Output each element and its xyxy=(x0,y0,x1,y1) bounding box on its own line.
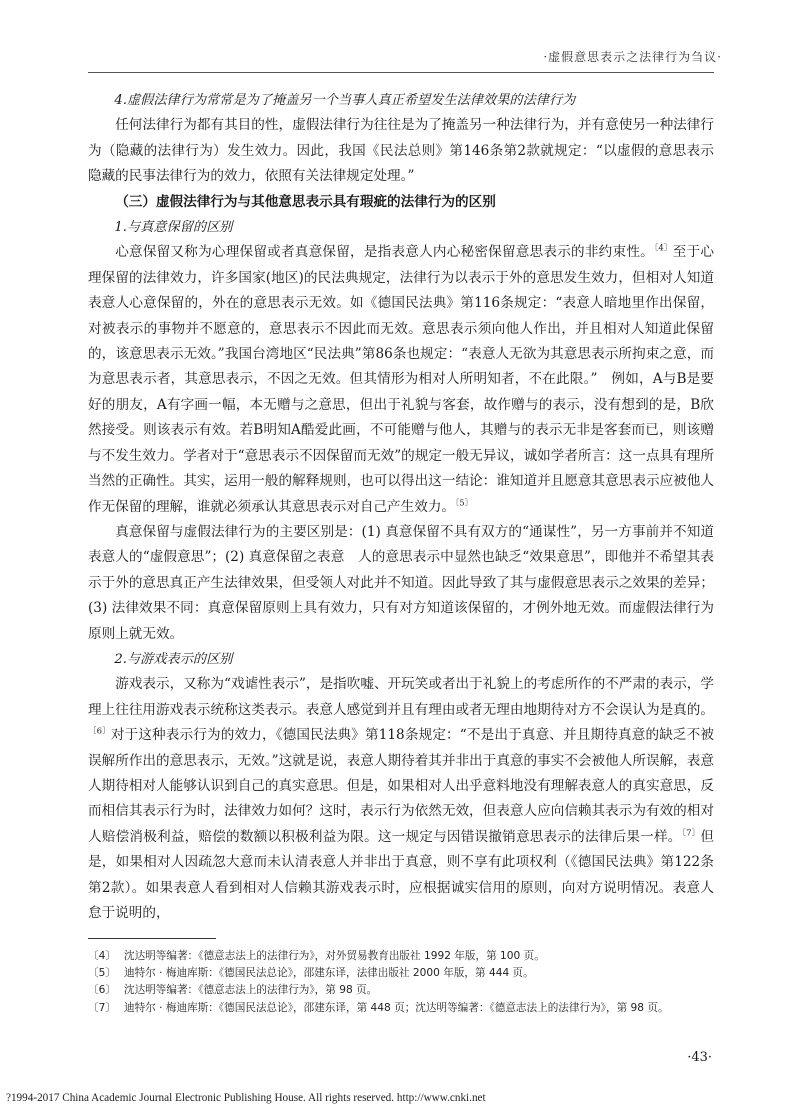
footnote-number: 〔5〕 xyxy=(88,967,116,980)
footnote-rule xyxy=(88,938,216,939)
footnote xyxy=(88,1000,718,1017)
footnote-ref-4[interactable]: 〔4〕 xyxy=(653,243,673,254)
running-header: ·虚假意思表示之法律行为刍议· xyxy=(543,50,722,64)
footnote-ref-6[interactable]: 〔6〕 xyxy=(88,726,111,737)
paragraph xyxy=(88,672,714,926)
footnote xyxy=(88,965,718,982)
page-number: ·43· xyxy=(687,1050,712,1065)
subsection-heading-2: 2.与游戏表示的区别 xyxy=(114,651,233,667)
footnote-number: 〔7〕 xyxy=(88,1001,116,1014)
paragraph-text: 心意保留又称为心理保留或者真意保留，是指表意人内心秘密保留意思表示的非约束性。 xyxy=(115,244,654,261)
section-heading-3: （三）虚假法律行为与其他意思表示具有瑕疵的法律行为的区别 xyxy=(115,193,496,210)
footnote-ref-5[interactable]: 〔5〕 xyxy=(455,497,474,508)
footnote-number: 〔6〕 xyxy=(88,984,116,997)
footnote-text: 迪特尔 · 梅迪库斯：《德国民法总论》，邵建东译，第 448 页；沈达明等编著：《德意志法上的法律行为》，第 98 页。 xyxy=(124,1001,669,1014)
article-body xyxy=(88,88,714,926)
footnote-ref-7[interactable]: 〔7〕 xyxy=(681,828,701,839)
footnote-text: 迪特尔 · 梅迪库斯：《德国民法总论》，邵建东译，法律出版社 2000 年版，第 444 页。 xyxy=(124,967,534,980)
paragraph xyxy=(88,240,714,519)
paragraph-text: 游戏表示，又称为“戏谑性表示”，是指吹嘘、开玩笑或者出于礼貌上的考虑所作的不严肃的表示，学理上往往用游戏表示统称这类表示。表意人感觉到并且有理由或者无理由地期待对方不会误认为是真的。 xyxy=(88,676,714,718)
footnotes xyxy=(88,948,718,1017)
footnote-text: 沈达明等编著：《德意志法上的法律行为》，第 98 页。 xyxy=(124,984,378,997)
subsection-heading-4: 4.虚假法律行为常常是为了掩盖另一个当事人真正希望发生法律效果的法律行为 xyxy=(114,93,576,108)
paragraph: 真意保留与虚假法律行为的主要区别是：(1) 真意保留不具有双方的“通谋性”，另一方事前并不知道表意人的“虚假意思”；(2) 真意保留之表意 人的意思表示中显然也缺乏“效果意思”，即他并不希望其表示于外的意思真正产生法律效果，但受领人对此并不知道。因此导致了其与虚假意思表示之效果的差异；(3) 法律效果不同：真意保留原则上具有效力，只有对方知道该保留的，才例外地无效。而虚假法律行为原则上就无效。 xyxy=(88,523,714,642)
footnote xyxy=(88,948,718,965)
header-rule xyxy=(88,72,714,73)
footnote-text: 沈达明等编著：《德意志法上的法律行为》，对外贸易教育出版社 1992 年版，第 100 页。 xyxy=(124,950,545,962)
publisher-watermark: ?1994-2017 China Academic Journal Electronic Publishing House. All rights reserved. http://www.cnki.net xyxy=(6,1092,486,1104)
paragraph-text: 至于心理保留的法律效力，许多国家(地区)的民法典规定，法律行为以表示于外的意思发生效力，但相对人知道表意人心意保留的，外在的意思表示无效。如《德国民法典》第116条规定：“表意人暗地里作出保留，对被表示的事物并不愿意的，意思表示不因此而无效。意思表示须向他人作出，并且相对人知道此保留的，该意思表示无效。”我国台湾地区“民法典”第86条也规定：“表意人无欲为其意思表示所拘束之意，而为意思表示者，其意思表示，不因之无效。但其情形为相对人所明知者，不在此限。” 例如，A与B是要好的朋友，A有字画一幅，本无赠与之意思，但出于礼貌与客套，故作赠与的表示，没有想到的是，B欣然接受。则该表示有效。若B明知A酷爱此画，不可能赠与他人，其赠与的表示无非是客套而已，则该赠与不发生效力。学者对于“意思表示不因保留而无效”的规定一般无异议，诚如学者所言：这一点具有理所当然的正确性。其实，运用一般的解释规则，也可以得出这一结论：谁知道并且愿意其意思表示应被他人作无保留的理解，谁就必须承认其意思表示对自己产生效力。 xyxy=(88,244,715,515)
paragraph: 任何法律行为都有其目的性，虚假法律行为往往是为了掩盖另一种法律行为，并有意使另一种法律行为（隐藏的法律行为）发生效力。因此，我国《民法总则》第146条第2款就规定：“以虚假的意思表示隐藏的民事法律行为的效力，依照有关法律规定处理。” xyxy=(88,117,714,185)
footnote-number: 〔4〕 xyxy=(88,950,116,962)
paragraph-text: 对于这种表示行为的效力，《德国民法典》第118条规定：“不是出于真意、并且期待真意的缺乏不被误解所作出的意思表示，无效。”这就是说，表意人期待着其并非出于真意的事实不会被他人所误解，表意人期待相对人能够认识到自己的真实意思。但是，如果相对人出乎意料地没有理解表意人的真实意思，反而相信其表示行为时，法律效力如何？这时，表示行为依然无效，但表意人应向信赖其表示为有效的相对人赔偿消极利益，赔偿的数额以积极利益为限。这一规定与因错误撤销意思表示的法律后果一样。 xyxy=(88,727,714,845)
footnote xyxy=(88,982,718,999)
paragraph-text: 但是，如果相对人因疏忽大意而未认清表意人并非出于真意，则不享有此项权利（《德国民法典》第122条第2款）。如果表意人看到相对人信赖其游戏表示时，应根据诚实信用的原则，向对方说明情况。表意人怠于说明的， xyxy=(88,828,714,921)
subsection-heading-1: 1.与真意保留的区别 xyxy=(114,220,233,236)
